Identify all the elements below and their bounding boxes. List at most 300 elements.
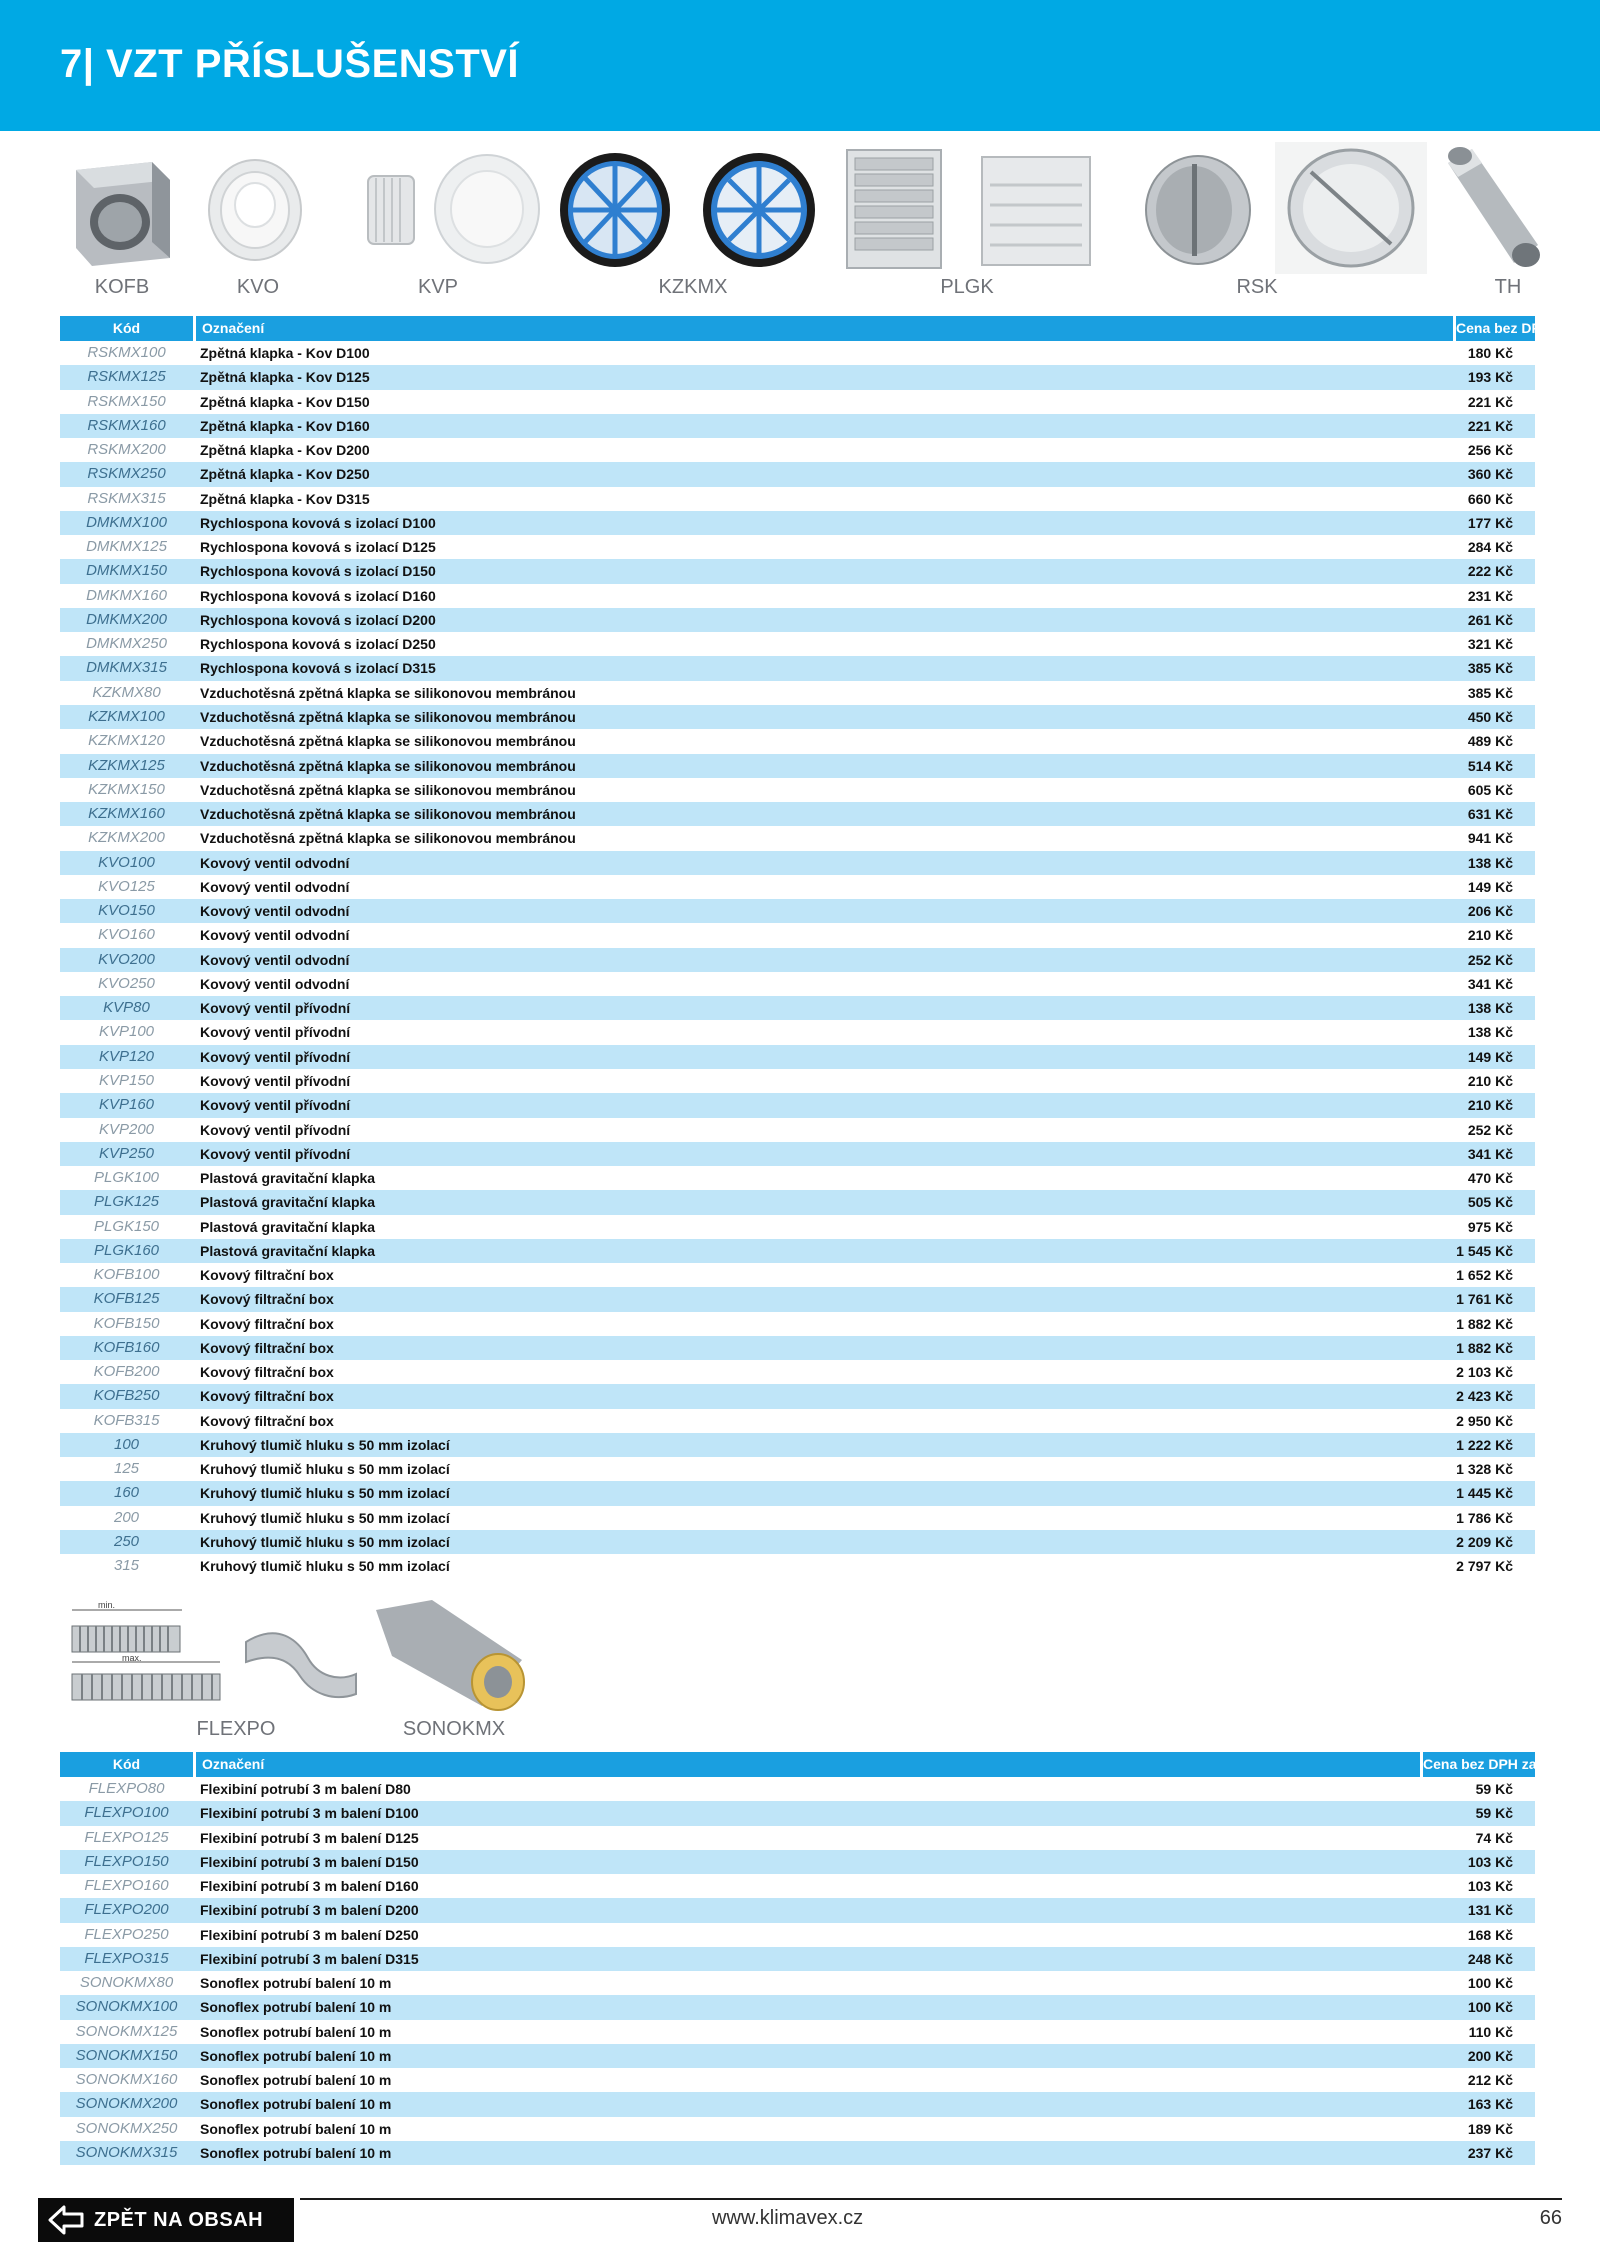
dim-min-label: min. bbox=[98, 1600, 116, 1610]
product-code: DMKMX100 bbox=[86, 513, 167, 531]
product-price: 284 Kč bbox=[1467, 539, 1513, 556]
table-row bbox=[60, 2068, 1535, 2092]
product-name: Kruhový tlumič hluku s 50 mm izolací bbox=[200, 1558, 450, 1575]
product-name: Plastová gravitační klapka bbox=[200, 1218, 376, 1235]
product-code: RSKMX100 bbox=[87, 344, 166, 361]
table-row bbox=[60, 608, 1535, 632]
product-name: Flexibiní potrubí 3 m balení D160 bbox=[200, 1878, 419, 1894]
product-price: 252 Kč bbox=[1467, 1121, 1513, 1138]
product-price: 131 Kč bbox=[1467, 1902, 1513, 1919]
product-price: 1 786 Kč bbox=[1456, 1509, 1513, 1526]
product-code: KVO200 bbox=[98, 950, 155, 968]
product-price: 1 652 Kč bbox=[1456, 1267, 1513, 1284]
table-row bbox=[60, 754, 1535, 778]
product-price: 221 Kč bbox=[1467, 417, 1513, 434]
product-code: SONOKMX80 bbox=[79, 1974, 174, 1991]
product-price: 168 Kč bbox=[1467, 1926, 1513, 1943]
rsk-photo-2 bbox=[1275, 142, 1427, 274]
table-row bbox=[60, 851, 1535, 875]
product-price: 189 Kč bbox=[1467, 2120, 1513, 2137]
table-row bbox=[60, 948, 1535, 972]
product-price: 210 Kč bbox=[1467, 1097, 1513, 1114]
product-name: Rychlospona kovová s izolací D315 bbox=[200, 660, 436, 677]
table-row bbox=[60, 2117, 1535, 2141]
product-code: KVO160 bbox=[98, 926, 155, 944]
product-name: Kovový filtrační box bbox=[200, 1291, 334, 1308]
product-name: Kovový ventil přívodní bbox=[200, 1097, 351, 1114]
product-code: KOFB150 bbox=[93, 1314, 160, 1332]
table-row bbox=[60, 390, 1535, 414]
table-row bbox=[60, 341, 1535, 365]
website-link[interactable]: www.klimavex.cz bbox=[712, 2207, 864, 2229]
product-code: RSKMX160 bbox=[87, 416, 166, 434]
product-name: Kovový ventil přívodní bbox=[200, 1024, 351, 1041]
product-name: Zpětná klapka - Kov D315 bbox=[200, 490, 370, 507]
table-row bbox=[60, 729, 1535, 753]
product-price: 2 103 Kč bbox=[1456, 1364, 1513, 1381]
product-name: Vzduchotěsná zpětná klapka se silikonovou membránou bbox=[200, 757, 576, 774]
product-code: FLEXPO125 bbox=[84, 1828, 169, 1846]
product-price: 222 Kč bbox=[1467, 563, 1513, 580]
product-name: Flexibiní potrubí 3 m balení D100 bbox=[200, 1805, 419, 1822]
header-code: Kód bbox=[60, 1752, 193, 1777]
product-price: 1 545 Kč bbox=[1456, 1242, 1513, 1259]
product-name: Zpětná klapka - Kov D125 bbox=[200, 369, 370, 386]
table-row bbox=[60, 1923, 1535, 1947]
product-price: 206 Kč bbox=[1467, 903, 1513, 920]
product-name: Kovový ventil odvodní bbox=[200, 951, 350, 968]
table-row bbox=[60, 1118, 1535, 1142]
product-name: Vzduchotěsná zpětná klapka se silikonovou membránou bbox=[200, 733, 576, 750]
product-price: 941 Kč bbox=[1467, 830, 1513, 847]
product-price: 605 Kč bbox=[1467, 781, 1513, 798]
back-arrow-icon bbox=[48, 2205, 84, 2235]
product-code: KVO250 bbox=[98, 974, 155, 992]
product-name: Kovový ventil přívodní bbox=[200, 1121, 351, 1138]
header-code: Kód bbox=[60, 316, 193, 341]
product-code: PLGK125 bbox=[93, 1193, 160, 1211]
sonokmx-photo bbox=[372, 1596, 530, 1714]
kzkmx-photo-1 bbox=[557, 150, 673, 270]
kvp-photo-1 bbox=[362, 170, 422, 250]
product-price: 248 Kč bbox=[1467, 1950, 1513, 1967]
product-name: Vzduchotěsná zpětná klapka se silikonovou membránou bbox=[200, 708, 576, 725]
product-code: KZKMX160 bbox=[88, 805, 165, 823]
product-name: Sonoflex potrubí balení 10 m bbox=[200, 2120, 392, 2137]
label-th: TH bbox=[1494, 276, 1522, 298]
kzkmx-photo-2 bbox=[700, 150, 818, 270]
product-code: KVO100 bbox=[98, 853, 155, 871]
product-code: DMKMX150 bbox=[86, 562, 167, 580]
product-code: DMKMX160 bbox=[86, 586, 167, 604]
product-price: 212 Kč bbox=[1467, 2072, 1513, 2088]
table-row bbox=[60, 1045, 1535, 1069]
product-code: KZKMX200 bbox=[88, 829, 165, 847]
table-row bbox=[60, 826, 1535, 850]
product-code: SONOKMX160 bbox=[75, 2071, 178, 2088]
table-row bbox=[60, 1069, 1535, 1093]
product-name: Zpětná klapka - Kov D250 bbox=[200, 466, 370, 483]
product-code: SONOKMX250 bbox=[75, 2119, 178, 2137]
product-price: 631 Kč bbox=[1467, 806, 1513, 823]
product-code: KVP100 bbox=[98, 1023, 155, 1041]
product-name: Flexibiní potrubí 3 m balení D80 bbox=[200, 1781, 411, 1797]
product-name: Sonoflex potrubí balení 10 m bbox=[200, 2096, 392, 2113]
product-code: RSKMX250 bbox=[87, 465, 166, 483]
product-code: 100 bbox=[113, 1435, 140, 1453]
product-price: 59 Kč bbox=[1475, 1781, 1513, 1797]
product-price: 200 Kč bbox=[1467, 2047, 1513, 2064]
dim-max-label: max. bbox=[122, 1653, 142, 1663]
product-name: Kovový ventil odvodní bbox=[200, 903, 350, 920]
product-price: 450 Kč bbox=[1467, 708, 1513, 725]
product-price: 489 Kč bbox=[1467, 733, 1513, 750]
page-title: 7| VZT PŘÍSLUŠENSTVÍ bbox=[60, 42, 520, 86]
table-row bbox=[60, 1554, 1535, 1578]
product-price: 138 Kč bbox=[1467, 1024, 1513, 1041]
product-price: 470 Kč bbox=[1467, 1170, 1513, 1187]
product-price: 385 Kč bbox=[1467, 684, 1513, 701]
product-name: Flexibiní potrubí 3 m balení D250 bbox=[200, 1926, 419, 1943]
table-body bbox=[60, 341, 1535, 1579]
table-row bbox=[60, 1850, 1535, 1874]
product-name: Vzduchotěsná zpětná klapka se silikonovou membránou bbox=[200, 684, 576, 701]
table-row bbox=[60, 802, 1535, 826]
product-code: KVP80 bbox=[103, 999, 150, 1017]
label-kvo: KVO bbox=[236, 276, 280, 298]
product-name: Zpětná klapka - Kov D160 bbox=[200, 417, 370, 434]
product-name: Kruhový tlumič hluku s 50 mm izolací bbox=[200, 1485, 450, 1502]
product-name: Kovový ventil přívodní bbox=[200, 1000, 351, 1017]
product-code: KVP150 bbox=[98, 1071, 155, 1089]
table-row bbox=[60, 559, 1535, 583]
product-price: 231 Kč bbox=[1467, 587, 1513, 604]
product-name: Kovový filtrační box bbox=[200, 1388, 334, 1405]
product-code: KOFB200 bbox=[93, 1363, 160, 1381]
product-price: 2 423 Kč bbox=[1456, 1388, 1513, 1405]
product-name: Kovový ventil přívodní bbox=[200, 1048, 351, 1065]
table-row bbox=[60, 1384, 1535, 1408]
product-code: FLEXPO160 bbox=[84, 1877, 169, 1894]
table-row bbox=[60, 438, 1535, 462]
product-code: RSKMX150 bbox=[87, 392, 166, 410]
back-to-contents-button[interactable] bbox=[38, 2198, 294, 2242]
table-row bbox=[60, 1142, 1535, 1166]
product-name: Kovový ventil odvodní bbox=[200, 854, 350, 871]
table-row bbox=[60, 681, 1535, 705]
product-code: SONOKMX125 bbox=[75, 2022, 178, 2040]
table-row bbox=[60, 1898, 1535, 1922]
product-name: Kruhový tlumič hluku s 50 mm izolací bbox=[200, 1534, 450, 1551]
table-row bbox=[60, 1971, 1535, 1995]
table-row bbox=[60, 2044, 1535, 2068]
product-name: Rychlospona kovová s izolací D250 bbox=[200, 636, 436, 653]
table-row bbox=[60, 1457, 1535, 1481]
kofb-photo bbox=[62, 150, 177, 270]
product-name: Zpětná klapka - Kov D200 bbox=[200, 442, 370, 459]
table-row bbox=[60, 632, 1535, 656]
product-price: 1 882 Kč bbox=[1456, 1339, 1513, 1356]
rsk-photo-1 bbox=[1140, 152, 1255, 267]
product-name: Sonoflex potrubí balení 10 m bbox=[200, 1999, 392, 2016]
product-code: PLGK150 bbox=[93, 1217, 160, 1235]
product-name: Vzduchotěsná zpětná klapka se silikonovou membránou bbox=[200, 781, 576, 798]
table-row bbox=[60, 1287, 1535, 1311]
product-price: 341 Kč bbox=[1467, 975, 1513, 992]
product-price: 149 Kč bbox=[1467, 1048, 1513, 1065]
product-name: Rychlospona kovová s izolací D125 bbox=[200, 539, 436, 556]
product-name: Kovový ventil přívodní bbox=[200, 1072, 351, 1089]
product-price: 221 Kč bbox=[1467, 393, 1513, 410]
flexpo-dimension-drawing bbox=[62, 1600, 232, 1712]
product-price: 360 Kč bbox=[1467, 466, 1513, 483]
product-code: KOFB250 bbox=[93, 1387, 160, 1405]
product-price: 163 Kč bbox=[1467, 2096, 1513, 2113]
product-name: Kovový filtrační box bbox=[200, 1412, 334, 1429]
product-price: 210 Kč bbox=[1467, 927, 1513, 944]
product-name: Kovový filtrační box bbox=[200, 1364, 334, 1381]
product-code: FLEXPO315 bbox=[84, 1949, 169, 1967]
table-row bbox=[60, 996, 1535, 1020]
product-name: Flexibiní potrubí 3 m balení D315 bbox=[200, 1950, 419, 1967]
product-name: Rychlospona kovová s izolací D150 bbox=[200, 563, 436, 580]
product-price: 193 Kč bbox=[1467, 369, 1513, 386]
product-price: 138 Kč bbox=[1467, 1000, 1513, 1017]
product-code: KOFB315 bbox=[93, 1411, 160, 1429]
product-name: Flexibiní potrubí 3 m balení D125 bbox=[200, 1829, 419, 1846]
product-code: KVP160 bbox=[98, 1096, 155, 1114]
product-price: 100 Kč bbox=[1467, 1975, 1513, 1991]
product-price: 210 Kč bbox=[1467, 1072, 1513, 1089]
table-row bbox=[60, 1433, 1535, 1457]
product-price: 252 Kč bbox=[1467, 951, 1513, 968]
plgk-photo-2 bbox=[980, 155, 1092, 267]
product-code: FLEXPO200 bbox=[84, 1901, 169, 1919]
product-price: 149 Kč bbox=[1467, 878, 1513, 895]
table-row bbox=[60, 1801, 1535, 1825]
product-code: DMKMX250 bbox=[86, 635, 167, 653]
product-price: 256 Kč bbox=[1467, 442, 1513, 459]
product-name: Zpětná klapka - Kov D100 bbox=[200, 345, 370, 361]
product-code: RSKMX315 bbox=[87, 489, 166, 507]
product-code: 200 bbox=[113, 1508, 140, 1526]
table-row bbox=[60, 2092, 1535, 2116]
label-rsk: RSK bbox=[1236, 276, 1278, 298]
product-price: 2 950 Kč bbox=[1456, 1412, 1513, 1429]
table-row bbox=[60, 1947, 1535, 1971]
table-row bbox=[60, 1481, 1535, 1505]
product-code: KOFB125 bbox=[93, 1290, 160, 1308]
product-code: KOFB100 bbox=[93, 1266, 160, 1284]
table-row bbox=[60, 1874, 1535, 1898]
product-code: SONOKMX100 bbox=[75, 1998, 178, 2016]
table-row bbox=[60, 705, 1535, 729]
table-row bbox=[60, 1995, 1535, 2019]
table-row bbox=[60, 1263, 1535, 1287]
product-price: 237 Kč bbox=[1467, 2144, 1513, 2161]
product-name: Kovový ventil přívodní bbox=[200, 1145, 351, 1162]
product-price: 2 797 Kč bbox=[1456, 1558, 1513, 1575]
product-name: Sonoflex potrubí balení 10 m bbox=[200, 2047, 392, 2064]
label-kofb: KOFB bbox=[94, 276, 150, 298]
table-row bbox=[60, 1506, 1535, 1530]
product-name: Plastová gravitační klapka bbox=[200, 1242, 376, 1259]
product-price: 1 445 Kč bbox=[1456, 1485, 1513, 1502]
product-name: Vzduchotěsná zpětná klapka se silikonovou membránou bbox=[200, 806, 576, 823]
table-row bbox=[60, 899, 1535, 923]
header-price: Cena bez DPH za 1 m bbox=[1423, 1752, 1535, 1777]
product-price: 975 Kč bbox=[1467, 1218, 1513, 1235]
product-price: 110 Kč bbox=[1468, 2023, 1513, 2040]
product-code: RSKMX200 bbox=[87, 441, 166, 459]
table-row bbox=[60, 1093, 1535, 1117]
product-price: 261 Kč bbox=[1467, 611, 1513, 628]
kvp-photo-2 bbox=[432, 152, 542, 266]
product-code: KZKMX150 bbox=[88, 780, 165, 798]
product-name: Kruhový tlumič hluku s 50 mm izolací bbox=[200, 1461, 450, 1478]
product-name: Kovový ventil odvodní bbox=[200, 927, 350, 944]
table-row bbox=[60, 1215, 1535, 1239]
table-row bbox=[60, 972, 1535, 996]
product-name: Kovový filtrační box bbox=[200, 1339, 334, 1356]
table-row bbox=[60, 365, 1535, 389]
product-code: PLGK160 bbox=[93, 1241, 160, 1259]
label-kzkmx: KZKMX bbox=[658, 276, 728, 298]
table-row bbox=[60, 511, 1535, 535]
table-row bbox=[60, 487, 1535, 511]
product-code: SONOKMX150 bbox=[75, 2046, 178, 2064]
page-header-band bbox=[0, 0, 1600, 131]
product-price: 177 Kč bbox=[1467, 514, 1513, 531]
product-price: 103 Kč bbox=[1467, 1878, 1513, 1894]
table-row bbox=[60, 584, 1535, 608]
plgk-photo-1 bbox=[845, 148, 943, 270]
label-sonokmx: SONOKMX bbox=[402, 1718, 506, 1740]
product-code: 315 bbox=[113, 1557, 140, 1575]
product-price: 660 Kč bbox=[1467, 490, 1513, 507]
product-name: Sonoflex potrubí balení 10 m bbox=[200, 1975, 392, 1991]
product-code: RSKMX125 bbox=[87, 368, 166, 386]
product-code: DMKMX125 bbox=[86, 538, 167, 556]
table-row bbox=[60, 1360, 1535, 1384]
product-code: KZKMX100 bbox=[88, 707, 165, 725]
table-header bbox=[60, 316, 1551, 341]
product-code: KVP120 bbox=[98, 1047, 155, 1065]
product-price: 505 Kč bbox=[1467, 1194, 1513, 1211]
product-price: 59 Kč bbox=[1475, 1805, 1513, 1822]
product-code: FLEXPO80 bbox=[88, 1780, 165, 1797]
product-price: 1 761 Kč bbox=[1456, 1291, 1513, 1308]
product-code: DMKMX200 bbox=[86, 610, 167, 628]
product-price: 100 Kč bbox=[1467, 1999, 1513, 2016]
product-name: Sonoflex potrubí balení 10 m bbox=[200, 2144, 392, 2161]
product-name: Rychlospona kovová s izolací D200 bbox=[200, 611, 436, 628]
product-name: Kruhový tlumič hluku s 50 mm izolací bbox=[200, 1509, 450, 1526]
product-code: FLEXPO250 bbox=[84, 1925, 169, 1943]
product-price: 1 328 Kč bbox=[1456, 1461, 1513, 1478]
table-row bbox=[60, 535, 1535, 559]
product-code: FLEXPO100 bbox=[84, 1804, 169, 1822]
product-name: Plastová gravitační klapka bbox=[200, 1170, 376, 1187]
header-name: Označení bbox=[196, 1752, 1420, 1777]
table-row bbox=[60, 1409, 1535, 1433]
product-name: Kovový filtrační box bbox=[200, 1267, 334, 1284]
product-price: 2 209 Kč bbox=[1456, 1534, 1513, 1551]
product-code: KVO150 bbox=[98, 902, 155, 920]
header-price: Cena bez DPH bbox=[1456, 316, 1535, 341]
product-code: KZKMX125 bbox=[88, 756, 165, 774]
product-price: 321 Kč bbox=[1467, 636, 1513, 653]
header-name: Označení bbox=[196, 316, 1453, 341]
product-price: 514 Kč bbox=[1467, 757, 1513, 774]
table-row bbox=[60, 1826, 1535, 1850]
product-name: Kovový ventil odvodní bbox=[200, 878, 350, 895]
product-code: DMKMX315 bbox=[86, 659, 167, 677]
table-row bbox=[60, 414, 1535, 438]
product-name: Zpětná klapka - Kov D150 bbox=[200, 393, 370, 410]
product-price: 180 Kč bbox=[1467, 345, 1513, 361]
table-row bbox=[60, 1312, 1535, 1336]
product-name: Kovový ventil odvodní bbox=[200, 975, 350, 992]
product-name: Plastová gravitační klapka bbox=[200, 1194, 376, 1211]
product-price: 385 Kč bbox=[1467, 660, 1513, 677]
table-row bbox=[60, 875, 1535, 899]
table-row bbox=[60, 2020, 1535, 2044]
table-row bbox=[60, 1336, 1535, 1360]
table-row bbox=[60, 1239, 1535, 1263]
label-flexpo: FLEXPO bbox=[196, 1718, 276, 1740]
table-row bbox=[60, 1777, 1535, 1801]
product-code: FLEXPO150 bbox=[84, 1852, 169, 1870]
table-row bbox=[60, 462, 1535, 486]
product-code: 160 bbox=[113, 1484, 140, 1502]
table-row bbox=[60, 923, 1535, 947]
product-code: KVP250 bbox=[98, 1144, 155, 1162]
product-code: KVO125 bbox=[98, 877, 155, 895]
label-plgk: PLGK bbox=[940, 276, 994, 298]
flexpo-photo bbox=[238, 1612, 362, 1704]
table-body bbox=[60, 1777, 1535, 2165]
product-price: 1 222 Kč bbox=[1456, 1436, 1513, 1453]
kvo-photo bbox=[205, 155, 305, 265]
product-name: Kovový filtrační box bbox=[200, 1315, 334, 1332]
product-code: PLGK100 bbox=[93, 1169, 160, 1187]
th-photo bbox=[1442, 145, 1542, 273]
product-name: Flexibiní potrubí 3 m balení D200 bbox=[200, 1902, 419, 1919]
product-name: Sonoflex potrubí balení 10 m bbox=[200, 2023, 392, 2040]
product-price: 103 Kč bbox=[1467, 1853, 1513, 1870]
product-price: 1 882 Kč bbox=[1456, 1315, 1513, 1332]
product-price: 74 Kč bbox=[1475, 1829, 1513, 1846]
table-row bbox=[60, 1166, 1535, 1190]
product-name: Kruhový tlumič hluku s 50 mm izolací bbox=[200, 1436, 450, 1453]
table-row bbox=[60, 778, 1535, 802]
footer-divider bbox=[300, 2198, 1562, 2200]
back-to-contents-label: ZPĚT NA OBSAH bbox=[94, 2208, 264, 2231]
product-code: KZKMX80 bbox=[92, 683, 161, 701]
product-code: KVP200 bbox=[98, 1120, 155, 1138]
table-row bbox=[60, 1530, 1535, 1554]
table-row bbox=[60, 1190, 1535, 1214]
product-price: 341 Kč bbox=[1467, 1145, 1513, 1162]
product-code: 125 bbox=[113, 1460, 140, 1478]
product-name: Rychlospona kovová s izolací D160 bbox=[200, 587, 436, 604]
product-code: 250 bbox=[113, 1533, 140, 1551]
product-price: 138 Kč bbox=[1467, 854, 1513, 871]
price-table-accessories bbox=[60, 316, 1551, 1579]
table-row bbox=[60, 2141, 1535, 2165]
table-row bbox=[60, 656, 1535, 680]
